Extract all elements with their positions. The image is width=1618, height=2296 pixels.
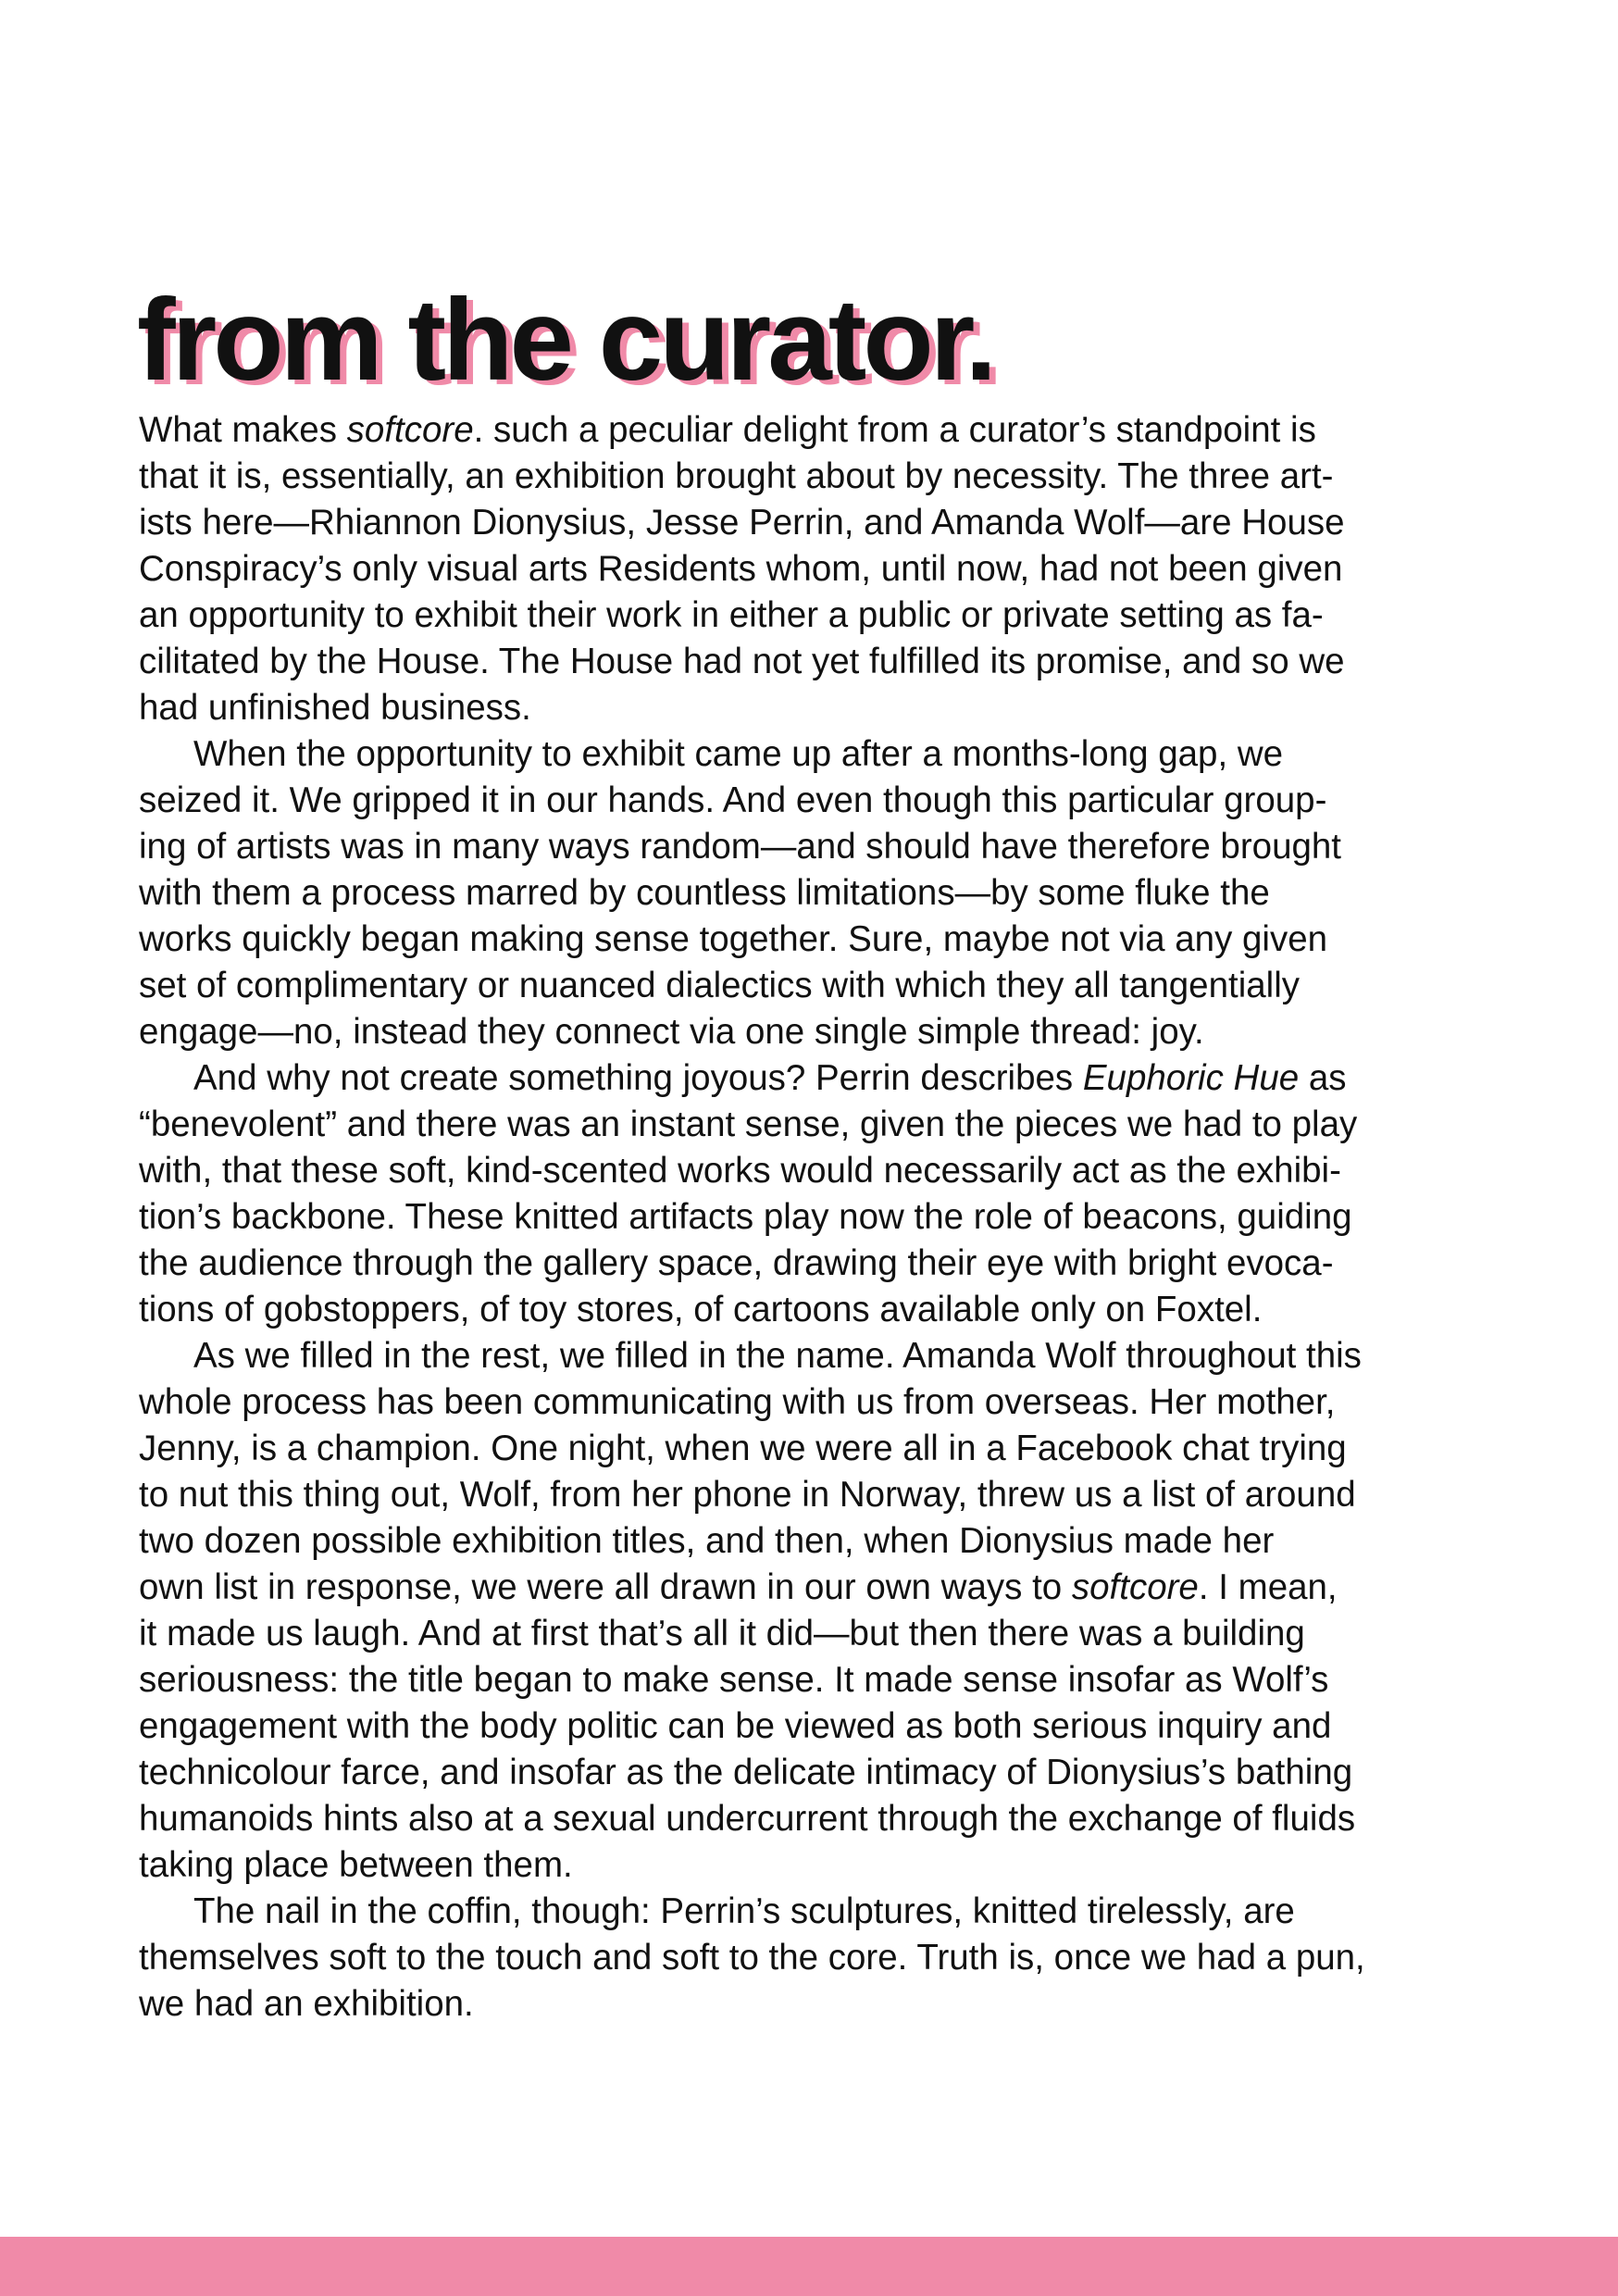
text-line xyxy=(139,1657,1481,1703)
text-segment: an opportunity to exhibit their work in either a public or private setting as fa- xyxy=(139,595,1324,635)
paragraph-4 xyxy=(139,1333,1481,1889)
text-segment: engage—no, instead they connect via one single simple thread: joy. xyxy=(139,1012,1204,1052)
text-line xyxy=(139,1287,1481,1333)
text-segment: tions of gobstoppers, of toy stores, of cartoons available only on Foxtel. xyxy=(139,1290,1263,1329)
text-segment: . such a peculiar delight from a curator’s standpoint is xyxy=(473,410,1316,450)
text-segment: that it is, essentially, an exhibition brought about by necessity. The three art- xyxy=(139,456,1334,496)
text-segment: ing of artists was in many ways random—and should have therefore brought xyxy=(139,827,1341,867)
text-line xyxy=(139,1055,1481,1102)
text-segment: ists here—Rhiannon Dionysius, Jesse Perrin, and Amanda Wolf—are House xyxy=(139,503,1345,543)
text-line xyxy=(139,731,1481,778)
text-segment: . I mean, xyxy=(1198,1567,1338,1607)
text-line xyxy=(139,1102,1481,1148)
text-line xyxy=(139,1796,1481,1842)
text-segment: technicolour farce, and insofar as the delicate intimacy of Dionysius’s bathing xyxy=(139,1753,1353,1792)
page-title: from the curator. xyxy=(137,276,994,405)
text-segment: two dozen possible exhibition titles, and then, when Dionysius made her xyxy=(139,1521,1275,1561)
body-text xyxy=(139,407,1481,2028)
text-segment: with, that these soft, kind-scented works would necessarily act as the exhibi- xyxy=(139,1151,1341,1191)
text-segment: seized it. We gripped it in our hands. And even though this particular group- xyxy=(139,780,1327,820)
text-line xyxy=(139,1426,1481,1472)
text-segment: And why not create something joyous? Perrin describes xyxy=(193,1058,1083,1098)
paragraph-2 xyxy=(139,731,1481,1055)
text-segment: had unfinished business. xyxy=(139,688,531,728)
text-line xyxy=(139,1009,1481,1055)
footer-accent-band xyxy=(0,2237,1618,2296)
text-segment: whole process has been communicating with us from overseas. Her mother, xyxy=(139,1382,1336,1422)
text-line xyxy=(139,639,1481,685)
text-segment: set of complimentary or nuanced dialectics with which they all tangentially xyxy=(139,966,1301,1005)
text-line xyxy=(139,546,1481,593)
text-line xyxy=(139,917,1481,963)
paragraph-1 xyxy=(139,407,1481,731)
text-segment: it made us laugh. And at first that’s all it did—but then there was a building xyxy=(139,1614,1305,1653)
text-line xyxy=(139,1333,1481,1379)
text-line xyxy=(139,1565,1481,1611)
italic-title-text: softcore xyxy=(346,410,474,450)
text-line xyxy=(139,778,1481,824)
text-segment: engagement with the body politic can be viewed as both serious inquiry and xyxy=(139,1706,1332,1746)
text-segment: cilitated by the House. The House had not yet fulfilled its promise, and so we xyxy=(139,642,1345,681)
text-line xyxy=(139,1981,1481,2028)
text-line xyxy=(139,1472,1481,1518)
text-segment: with them a process marred by countless limitations—by some fluke the xyxy=(139,873,1270,913)
text-line xyxy=(139,824,1481,870)
text-segment: “benevolent” and there was an instant sense, given the pieces we had to play xyxy=(139,1104,1358,1144)
italic-title-text: Euphoric Hue xyxy=(1082,1058,1300,1098)
text-segment: Conspiracy’s only visual arts Residents whom, until now, had not been given xyxy=(139,549,1343,589)
text-line xyxy=(139,454,1481,500)
text-line xyxy=(139,500,1481,546)
text-line xyxy=(139,1842,1481,1889)
text-segment: taking place between them. xyxy=(139,1845,573,1885)
text-line xyxy=(139,1611,1481,1657)
text-segment: we had an exhibition. xyxy=(139,1984,474,2024)
text-line xyxy=(139,685,1481,731)
text-line xyxy=(139,963,1481,1009)
text-segment: themselves soft to the touch and soft to the core. Truth is, once we had a pun, xyxy=(139,1938,1365,1978)
italic-title-text: softcore xyxy=(1071,1567,1199,1607)
paragraph-3 xyxy=(139,1055,1481,1333)
text-segment: to nut this thing out, Wolf, from her phone in Norway, threw us a list of around xyxy=(139,1475,1356,1515)
text-segment: works quickly began making sense together. Sure, maybe not via any given xyxy=(139,919,1328,959)
text-segment: seriousness: the title began to make sense. It made sense insofar as Wolf’s xyxy=(139,1660,1329,1700)
text-segment: the audience through the gallery space, drawing their eye with bright evoca- xyxy=(139,1243,1334,1283)
text-line xyxy=(139,1379,1481,1426)
text-segment: own list in response, we were all drawn in our own ways to xyxy=(139,1567,1072,1607)
text-segment: The nail in the coffin, though: Perrin’s sculptures, knitted tirelessly, are xyxy=(193,1891,1295,1931)
text-segment: humanoids hints also at a sexual undercurrent through the exchange of fluids xyxy=(139,1799,1356,1839)
text-line xyxy=(139,870,1481,917)
text-line xyxy=(139,1194,1481,1241)
text-line xyxy=(139,1750,1481,1796)
text-segment: Jenny, is a champion. One night, when we were all in a Facebook chat trying xyxy=(139,1429,1347,1468)
text-segment: tion’s backbone. These knitted artifacts play now the role of beacons, guiding xyxy=(139,1197,1352,1237)
text-segment: When the opportunity to exhibit came up after a months-long gap, we xyxy=(193,734,1284,774)
text-line xyxy=(139,593,1481,639)
text-line xyxy=(139,1703,1481,1750)
text-segment: As we filled in the rest, we filled in the name. Amanda Wolf throughout this xyxy=(193,1336,1362,1376)
text-line xyxy=(139,1518,1481,1565)
text-line xyxy=(139,1889,1481,1935)
text-segment: as xyxy=(1299,1058,1347,1098)
text-line xyxy=(139,1148,1481,1194)
text-line xyxy=(139,407,1481,454)
text-line xyxy=(139,1241,1481,1287)
text-line xyxy=(139,1935,1481,1981)
text-segment: What makes xyxy=(139,410,347,450)
paragraph-5 xyxy=(139,1889,1481,2028)
